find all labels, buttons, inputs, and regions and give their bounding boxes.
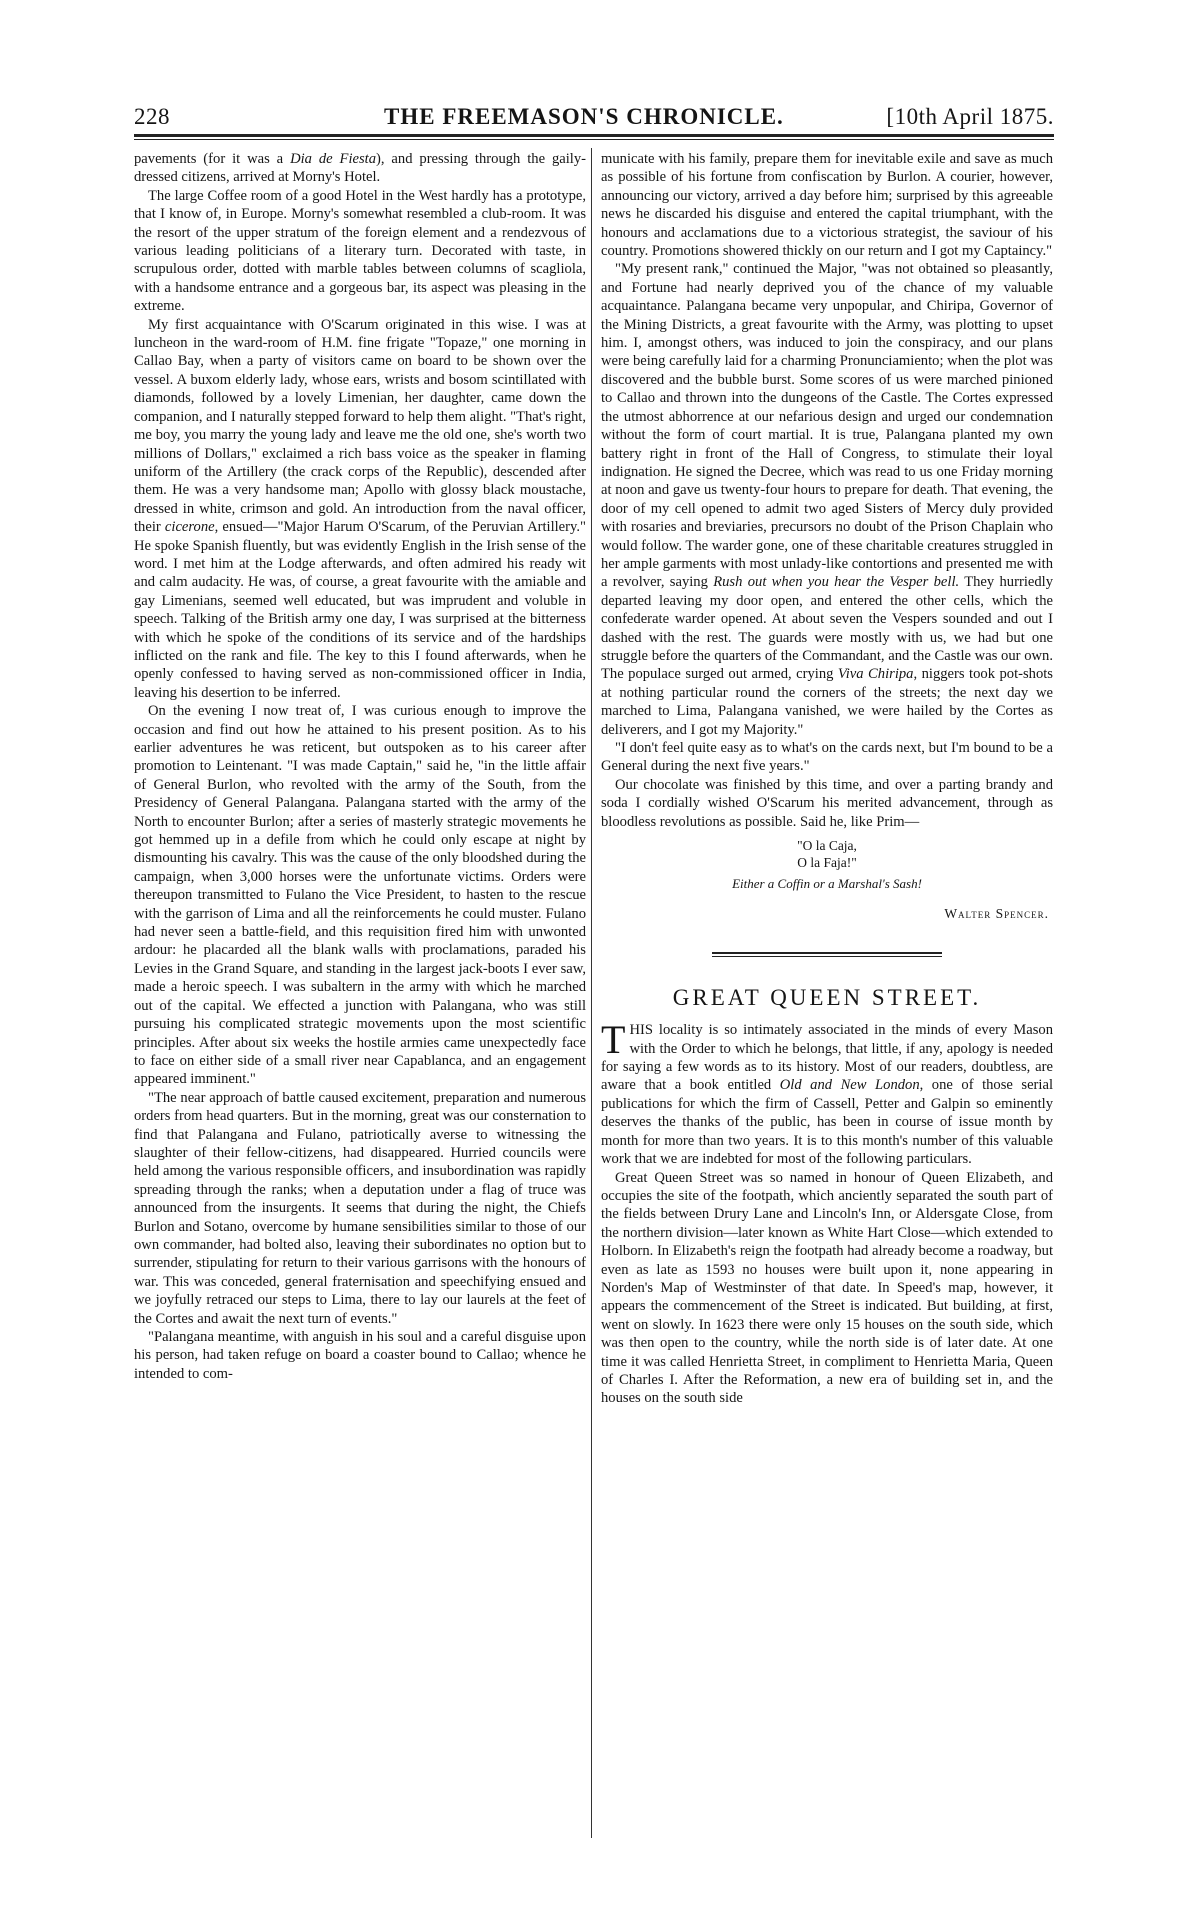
publication-title: THE FREEMASON'S CHRONICLE. [384,104,784,129]
column-divider [591,148,592,1838]
header-rule [134,134,1054,137]
verse-line: O la Faja!" [797,855,857,871]
left-column [134,150,586,1383]
author-signature: Walter Spencer. [944,906,1049,922]
page-header [134,104,1054,132]
drop-cap: T [601,1017,626,1063]
article-paragraph: THIS locality is so intimately associated in the minds of every Mason with the Order to which he belongs, that little, if any, apology is needed for saying a few words as to its history. Most of our readers, doubtless, are aware that a book entitled Old and New London, one of those serial publications for which the firm of Cassell, Petter and Galpin so eminently deserves the thanks of the public, has been in course of issue month by month for more than two years. It is to this month's number of this valuable work that we are indebted for most of the following particulars. [601,1017,1053,1168]
header-rule-thin [134,139,1054,140]
article-paragraph: "I don't feel quite easy as to what's on the cards next, but I'm bound to be a General during the next five years." [601,740,1053,775]
article-paragraph: "The near approach of battle caused excitement, preparation and numerous orders from head quarters. But in the morning, great was our consternation to find that Palangana and Fulano, patriotically averse to witnessing the slaughter of their fellow-citizens, had disappeared. Hurried councils were held among the various responsible officers, and insubordination was rapidly spreading through the ranks; when a deputation under a flag of truce was announced from the insurgents. It seems that during the night, the Chiefs Burlon and Sotano, overcome by humane sensibilities similar to those of our own commander, had bolted also, leaving their subordinates no option but to surrender, stipulating for return to their various garrisons with the honours of war. This was conceded, general fraternisation and speechifying ensued and we joyfully retraced our steps to Lima, there to lay our laurels at the feet of the Cortes and await the next turn of events." [134,1089,586,1327]
verse-line: "O la Caja, [797,838,857,854]
verse-translation: Either a Coffin or a Marshal's Sash! [732,876,922,892]
right-column [601,150,1053,1408]
article-paragraph: municate with his family, prepare them for inevitable exile and save as much as possible of his fortune from confiscation by Burlon. A courier, however, announcing our victory, arrived a day before him; surprised by this agreeable news he discarded his disguise and entered the capital triumphant, with the honours and acclamations due to a victorious strategist, the saviour of his country. Promotions showered thickly on our return and I got my Captaincy." [601,151,1053,260]
verse-quote [601,837,1053,871]
section-heading: GREAT QUEEN STREET. [672,984,982,1010]
article-paragraph: "My present rank," continued the Major, "was not obtained so pleasantly, and Fortune had nearly deprived you of the chance of my valuable acquaintance. Palangana became very unpopular, and Chiripa, Governor of the Mining Districts, a great favourite with the Army, was plotting to upset him. I, amongst others, was induced to join the conspiracy, and our plans were being carefully laid for a charming Pronunciamiento; when the plot was discovered and the bubble burst. Some scores of us were marched pinioned to Callao and thrown into the dungeons of the Castle. The Cortes expressed the utmost abhorrence at our nefarious design and urged our condemnation without the form of court martial. It is true, Palangana planted my own battery right in front of the Hall of Congress, to stimulate their loyal indignation. He signed the Decree, which was read to us one Friday morning at noon and gave us twenty-four hours to prepare for death. That evening, the door of my cell opened to admit two aged Sisters of Mercy duly provided with rosaries and breviaries, precursors no doubt of the Prison Chaplain who would follow. The warder gone, one of these charitable creatures struggled in her ample garments with most unlady-like contortions and presented me with a revolver, saying Rush out when you hear the Vesper bell. They hurriedly departed leaving my door open, and entered the other cells, which the confederate warder opened. At about seven the Vespers sounded and out I dashed with the rest. The guards were mostly with us, we had but one struggle before the quarters of the Commandant, and the Castle was our own. The populace surged out armed, crying Viva Chiripa, niggers took pot-shots at nothing particular round the corners of the streets; the next day we marched to Lima, Palangana vanished, we were hailed by the Cortes as deliverers, and I got my Majority." [601,261,1053,738]
article-paragraph: The large Coffee room of a good Hotel in the West hardly has a prototype, that I know of, in Europe. Morny's somewhat resembled a club-room. It was the resort of the upper stratum of the foreign element and a rendezvous of various leading politicians of a literary turn. Decorated with taste, in scrupulous order, dotted with marble tables between columns of scagliola, with a handsome entrance and a gorgeous bar, its aspect was pleasing in the extreme. [134,187,586,315]
article-paragraph: My first acquaintance with O'Scarum originated in this wise. I was at luncheon in the ward-room of H.M. fine frigate "Topaze," one morning in Callao Bay, when a party of visitors came on board to be shown over the vessel. A buxom elderly lady, whose ears, wrists and bosom scintillated with diamonds, followed by a lovely Limenian, her daughter, came down the companion, and I naturally stepped forward to help them alight. "That's right, me boy, you marry the young lady and leave me the old one, she's worth two millions of Dollars," exclaimed a rich bass voice as the speaker in flaming uniform of the Artillery (the crack corps of the Republic), descended after them. He was a very handsome man; Apollo with glossy black moustache, dressed in white, crimson and gold. An introduction from the naval officer, their cicerone, ensued—"Major Harum O'Scarum, of the Peruvian Artillery." He spoke Spanish fluently, but was evidently English in the Irish sense of the word. I met him at the Lodge afterwards, and often admired his ready wit and calm audacity. He was, of course, a great favourite with the amiable and gay Limenians, seemed well educated, but was imprudent and voluble in speech. Talking of the British army one day, I was surprised at the bitterness with which he spoke of the conditions of its service and of the hardships inflicted on the rank and file. The key to this I found afterwards, when he openly confessed to having served as non-commissioned officer in India, leaving his desertion to be inferred. [134,316,586,701]
article-paragraph: "Palangana meantime, with anguish in his soul and a careful disguise upon his person, had taken refuge on board a coaster bound to Callao; whence he intended to com- [134,1329,586,1382]
section-separator [712,952,942,959]
article-paragraph: pavements (for it was a Dia de Fiesta), and pressing through the gaily-dressed citizens, arrived at Morny's Hotel. [134,151,586,186]
issue-date: [10th April 1875. [886,104,1054,129]
article-paragraph: On the evening I now treat of, I was curious enough to improve the occasion and find out how he attained to his present position. As to his earlier adventures he was reticent, but outspoken as to his career after promotion to Leintenant. "I was made Captain," said he, "in the little affair of General Burlon, who revolted with the army of the South, from the Presidency of General Palangana. Palangana started with the army of the North to encounter Burlon; after a series of masterly strategic movements he got hemmed up in a defile from which he could only escape at night by dismounting his cavalry. This was the cause of the only bloodshed during the campaign, when 3,000 horses were the unfortunate victims. Orders were thereupon transmitted to Fulano the Vice President, to hasten to the rescue with the garrison of Lima and all the reinforcements he could muster. Fulano had never seen a battle-field, and this requisition fired him with unwonted ardour: he placarded all the blank walls with proclamations, paraded his Levies in the Grand Square, and standing in the largest jack-boots I ever saw, made a heroic speech. I was subaltern in the army with which he marched out of the capital. We effected a junction with Palangana, who was still pursuing his complicated strategic movements upon the most scientific principles. After about six weeks the hostile armies came unexpectedly face to face on either side of a small river near Capablanca, and an engagement appeared imminent." [134,703,586,1088]
article-paragraph: Great Queen Street was so named in honour of Queen Elizabeth, and occupies the site of the footpath, which anciently separated the south part of the fields between Drury Lane and Lincoln's Inn, or Aldersgate Close, from the northern division—later known as White Hart Close—which extended to Holborn. In Elizabeth's reign the footpath had already become a roadway, but even as late as 1593 no houses were built upon it, none appearing in Norden's Map of Westminster of that date. In Speed's map, however, it appears the commencement of the Street is indicated. But building, at first, went on slowly. In 1623 there were only 15 houses on the south side, which was then open to the country, while the north side is of later date. At one time it was called Henrietta Street, in compliment to Henrietta Maria, Queen of Charles I. After the Reformation, a new era of building set in, and the houses on the south side [601,1169,1053,1407]
page-number: 228 [134,104,170,129]
article-paragraph: Our chocolate was finished by this time, and over a parting brandy and soda I cordially wished O'Scarum his merited advancement, through as bloodless revolutions as possible. Said he, like Prim— [601,776,1053,830]
